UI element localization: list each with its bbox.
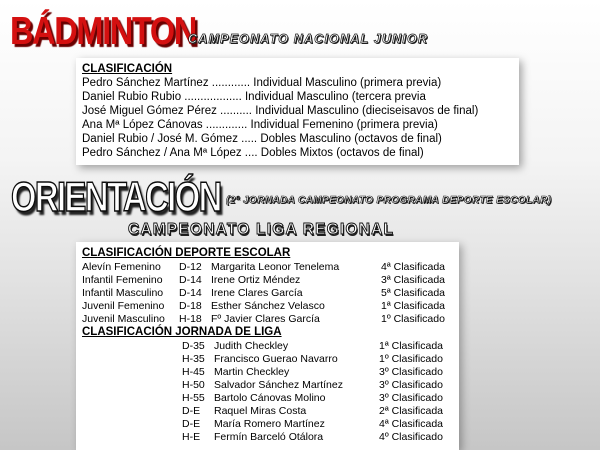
name-cell: Esther Sánchez Velasco [211,300,325,312]
result-cell: 4ª Clasificada [381,261,445,273]
code-cell: H-18 [179,313,202,325]
code-cell: D-E [182,418,201,430]
badminton-line: Daniel Rubio / José M. Gómez ..... Dobles Masculino (octavos de final) [82,133,442,145]
result-cell: 4º Clasificado [379,431,443,443]
badminton-line: José Miguel Gómez Pérez .......... Individual Masculino (dieciseisavos de final) [82,105,479,117]
category-cell: Infantil Masculino [82,287,164,299]
result-cell: 4ª Clasificada [379,418,443,430]
name-cell: Irene Clares García [211,287,303,299]
badminton-line: Daniel Rubio Rubio .................. Individual Masculino (tercera previa [82,91,426,103]
orientacion-title: ORIENTACIÓN [11,173,221,220]
code-cell: D-12 [179,261,202,273]
result-cell: 1ª Clasificada [381,300,445,312]
result-cell: 3º Clasificado [379,379,443,391]
code-cell: D-35 [182,340,205,352]
code-cell: D-14 [179,287,202,299]
liga-regional-title: CAMPEONATO LIGA REGIONAL [128,221,395,238]
name-cell: Margarita Leonor Tenelema [211,261,340,273]
result-cell: 5ª Clasificada [381,287,445,299]
badminton-results-panel [76,58,519,165]
code-cell: D-14 [179,274,202,286]
result-cell: 1ª Clasificada [379,340,443,352]
result-cell: 3ª Clasificada [381,274,445,286]
badminton-line: Ana Mª López Cánovas ............. Individual Femenino (primera previa) [82,119,438,131]
category-cell: Juvenil Femenino [82,300,165,312]
badminton-line: Pedro Sánchez / Ana Mª López .... Dobles Mixtos (octavos de final) [82,147,424,159]
name-cell: Fº Javier Clares García [211,313,320,325]
result-cell: 1º Clasificado [379,353,443,365]
code-cell: H-55 [182,392,205,404]
orientacion-results-panel [76,242,459,450]
result-cell: 2ª Clasificada [379,405,443,417]
code-cell: H-50 [182,379,205,391]
code-cell: H-35 [182,353,205,365]
name-cell: Salvador Sánchez Martínez [214,379,343,391]
name-cell: Martin Checkley [214,366,290,378]
result-cell: 1º Clasificado [381,313,445,325]
category-cell: Alevín Femenino [82,261,161,273]
name-cell: Raquel Miras Costa [214,405,307,417]
code-cell: D-E [182,405,201,417]
badminton-line: Pedro Sánchez Martínez ............ Individual Masculino (primera previa) [82,77,442,89]
escolar-heading: CLASIFICACIÓN DEPORTE ESCOLAR [82,247,291,259]
category-cell: Infantil Femenino [82,274,163,286]
result-cell: 3º Clasificado [379,392,443,404]
name-cell: María Romero Martínez [214,418,325,430]
liga-heading: CLASIFICACIÓN JORNADA DE LIGA [82,326,282,338]
name-cell: Fermín Barceló Otálora [214,431,324,443]
category-cell: Juvenil Masculino [82,313,165,325]
name-cell: Bartolo Cánovas Molino [214,392,326,404]
badminton-title: BÁDMINTON [10,10,197,53]
name-cell: Francisco Guerao Navarro [214,353,338,365]
orientacion-subtitle: (2ª JORNADA CAMPEONATO PROGRAMA DEPORTE ESCOLAR) [226,195,552,206]
badminton-heading: CLASIFICACIÓN [82,63,173,75]
badminton-subtitle: CAMPEONATO NACIONAL JUNIOR [188,32,429,46]
name-cell: Irene Ortiz Méndez [211,274,301,286]
result-cell: 3º Clasificado [379,366,443,378]
code-cell: H-45 [182,366,205,378]
code-cell: H-E [182,431,201,443]
code-cell: D-18 [179,300,202,312]
name-cell: Judith Checkley [214,340,289,352]
